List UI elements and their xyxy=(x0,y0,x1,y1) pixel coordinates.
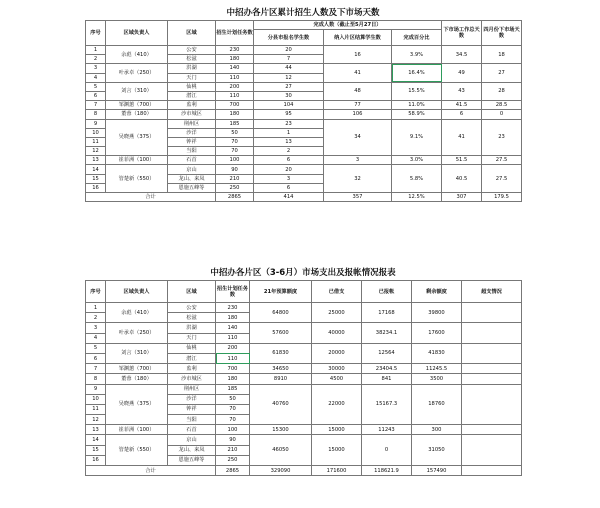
cell-seq[interactable]: 11 xyxy=(86,404,106,414)
header-leader: 区域负责人 xyxy=(106,21,168,46)
cell-seq[interactable]: 10 xyxy=(86,394,106,404)
header-remaining: 剩余额度 xyxy=(412,281,462,303)
cell-settled[interactable]: 48 xyxy=(324,82,392,100)
cell-quota[interactable]: 70 xyxy=(216,415,250,425)
cell-region[interactable]: 恩施五峰等 xyxy=(168,455,216,465)
cell-region[interactable]: 沙洋 xyxy=(168,394,216,404)
cell-percent[interactable]: 11.0% xyxy=(392,101,442,110)
cell-region[interactable]: 天门 xyxy=(168,333,216,343)
header-days-april: 四月份下市场天数 xyxy=(482,21,522,46)
table-row xyxy=(86,165,522,174)
cell-region[interactable]: 天门 xyxy=(168,73,216,82)
total-signups[interactable]: 414 xyxy=(254,193,324,202)
cell-signups[interactable]: 104 xyxy=(254,101,324,110)
cell-remaining[interactable]: 300 xyxy=(412,425,462,435)
cell-quota[interactable]: 210 xyxy=(216,445,250,455)
cell-spent[interactable]: 25000 xyxy=(312,303,362,323)
cell-spent[interactable]: 20000 xyxy=(312,343,362,363)
cell-signups[interactable]: 7 xyxy=(254,55,324,64)
cell-quota[interactable]: 70 xyxy=(216,404,250,414)
header-row xyxy=(86,21,522,30)
cell-quota[interactable]: 50 xyxy=(216,394,250,404)
cell-region[interactable]: 龙山、来凤 xyxy=(168,445,216,455)
cell-reimbursed[interactable]: 12564 xyxy=(362,343,412,363)
table-row xyxy=(86,303,522,313)
header-region: 区域 xyxy=(168,21,216,46)
cell-reimbursed[interactable]: 11243 xyxy=(362,425,412,435)
cell-seq[interactable]: 1 xyxy=(86,46,106,55)
cell-settled[interactable]: 41 xyxy=(324,64,392,82)
cell-seq[interactable]: 14 xyxy=(86,165,106,174)
cell-settled[interactable]: 16 xyxy=(324,46,392,64)
cell-budget[interactable]: 46050 xyxy=(250,435,312,466)
cell-signups[interactable]: 13 xyxy=(254,137,324,146)
header-leader: 区域负责人 xyxy=(106,281,168,303)
cell-quota-selected[interactable]: 110 xyxy=(216,353,250,363)
total-percent[interactable]: 12.5% xyxy=(392,193,442,202)
cell-leader[interactable]: 吴晓燕（375） xyxy=(106,119,168,156)
cell-region[interactable]: 钟祥 xyxy=(168,137,216,146)
cell-quota[interactable]: 180 xyxy=(216,55,254,64)
total-remaining[interactable]: 157490 xyxy=(412,466,462,476)
cell-seq[interactable]: 8 xyxy=(86,374,106,384)
cell-over[interactable] xyxy=(462,435,522,466)
cell-days-total[interactable]: 43 xyxy=(442,82,482,100)
header-budget: 21年预算额度 xyxy=(250,281,312,303)
enrollment-table xyxy=(85,20,522,202)
table-row xyxy=(86,101,522,110)
cell-region[interactable]: 松滋 xyxy=(168,313,216,323)
cell-quota[interactable]: 100 xyxy=(216,156,254,165)
cell-days-total[interactable]: 41.5 xyxy=(442,101,482,110)
enrollment-sheet xyxy=(85,6,521,202)
cell-seq[interactable]: 11 xyxy=(86,137,106,146)
total-row xyxy=(86,466,522,476)
cell-region[interactable]: 石首 xyxy=(168,156,216,165)
cell-region[interactable]: 当阳 xyxy=(168,147,216,156)
cell-remaining[interactable]: 3500 xyxy=(412,374,462,384)
cell-quota[interactable]: 50 xyxy=(216,128,254,137)
cell-seq[interactable]: 12 xyxy=(86,147,106,156)
cell-seq[interactable]: 14 xyxy=(86,435,106,445)
cell-quota[interactable]: 700 xyxy=(216,364,250,374)
cell-quota[interactable]: 70 xyxy=(216,137,254,146)
cell-budget[interactable]: 34650 xyxy=(250,364,312,374)
cell-reimbursed[interactable]: 0 xyxy=(362,435,412,466)
cell-days-april[interactable]: 18 xyxy=(482,46,522,64)
cell-region[interactable]: 仙桃 xyxy=(168,82,216,91)
cell-days-april[interactable]: 23 xyxy=(482,119,522,156)
table-row xyxy=(86,384,522,394)
cell-over[interactable] xyxy=(462,323,522,343)
cell-quota[interactable]: 185 xyxy=(216,119,254,128)
header-over: 超支情况 xyxy=(462,281,522,303)
cell-signups[interactable]: 2 xyxy=(254,147,324,156)
total-label[interactable]: 合计 xyxy=(86,466,216,476)
total-quota[interactable]: 2865 xyxy=(216,466,250,476)
header-row xyxy=(86,281,522,303)
cell-leader[interactable]: 董蓉（180） xyxy=(106,374,168,384)
table-row xyxy=(86,110,522,119)
cell-signups[interactable]: 12 xyxy=(254,73,324,82)
table-row xyxy=(86,156,522,165)
cell-seq[interactable]: 8 xyxy=(86,110,106,119)
cell-quota[interactable]: 70 xyxy=(216,147,254,156)
cell-percent[interactable]: 58.9% xyxy=(392,110,442,119)
cell-quota[interactable]: 100 xyxy=(216,425,250,435)
cell-leader[interactable]: 管楚新（550） xyxy=(106,435,168,466)
cell-spent[interactable]: 15000 xyxy=(312,425,362,435)
table-row xyxy=(86,435,522,445)
cell-region[interactable]: 沙市城区 xyxy=(168,110,216,119)
cell-quota[interactable]: 110 xyxy=(216,73,254,82)
table-row xyxy=(86,82,522,91)
cell-over[interactable] xyxy=(462,374,522,384)
cell-percent[interactable]: 9.1% xyxy=(392,119,442,156)
total-settled[interactable]: 357 xyxy=(324,193,392,202)
cell-remaining[interactable]: 31050 xyxy=(412,435,462,466)
header-spent: 已借支 xyxy=(312,281,362,303)
cell-quota[interactable]: 185 xyxy=(216,384,250,394)
cell-seq[interactable]: 3 xyxy=(86,64,106,73)
cell-settled[interactable]: 3 xyxy=(324,156,392,165)
cell-region[interactable]: 沙洋 xyxy=(168,128,216,137)
cell-days-april[interactable]: 28 xyxy=(482,82,522,100)
total-row xyxy=(86,193,522,202)
cell-reimbursed[interactable]: 15167.3 xyxy=(362,384,412,425)
cell-seq[interactable]: 15 xyxy=(86,174,106,183)
cell-signups[interactable]: 20 xyxy=(254,165,324,174)
cell-seq[interactable]: 2 xyxy=(86,55,106,64)
cell-over[interactable] xyxy=(462,303,522,323)
table-row xyxy=(86,343,522,353)
cell-leader[interactable]: 邹渊蕙（700） xyxy=(106,101,168,110)
cell-days-april[interactable]: 28.5 xyxy=(482,101,522,110)
cell-signups[interactable]: 6 xyxy=(254,183,324,192)
cell-settled[interactable]: 106 xyxy=(324,110,392,119)
cell-quota[interactable]: 110 xyxy=(216,333,250,343)
cell-seq[interactable]: 16 xyxy=(86,455,106,465)
cell-quota[interactable]: 180 xyxy=(216,374,250,384)
table-row xyxy=(86,425,522,435)
cell-region[interactable]: 洪湖 xyxy=(168,323,216,333)
cell-leader[interactable]: 刘言（310） xyxy=(106,343,168,363)
cell-region[interactable]: 荆州区 xyxy=(168,119,216,128)
cell-region[interactable]: 龙山、来凤 xyxy=(168,174,216,183)
cell-percent[interactable]: 3.0% xyxy=(392,156,442,165)
cell-budget[interactable]: 15300 xyxy=(250,425,312,435)
cell-over[interactable] xyxy=(462,343,522,363)
cell-region[interactable]: 钟祥 xyxy=(168,404,216,414)
cell-seq[interactable]: 6 xyxy=(86,353,106,363)
cell-budget[interactable]: 40760 xyxy=(250,384,312,425)
cell-percent[interactable]: 3.9% xyxy=(392,46,442,64)
cell-over[interactable] xyxy=(462,384,522,425)
cell-signups[interactable]: 6 xyxy=(254,156,324,165)
cell-region[interactable]: 潜江 xyxy=(168,91,216,100)
cell-region[interactable]: 洪湖 xyxy=(168,64,216,73)
expense-table xyxy=(85,280,522,476)
cell-spent[interactable]: 40000 xyxy=(312,323,362,343)
cell-region[interactable]: 恩施五峰等 xyxy=(168,183,216,192)
cell-region[interactable]: 石首 xyxy=(168,425,216,435)
total-days-total[interactable]: 307 xyxy=(442,193,482,202)
header-signups: 分县市报名学生数 xyxy=(254,30,324,46)
cell-remaining[interactable]: 17600 xyxy=(412,323,462,343)
cell-seq[interactable]: 4 xyxy=(86,333,106,343)
cell-leader[interactable]: 管楚新（550） xyxy=(106,165,168,193)
cell-quota[interactable]: 210 xyxy=(216,174,254,183)
cell-leader[interactable]: 刘言（310） xyxy=(106,82,168,100)
cell-quota[interactable]: 700 xyxy=(216,101,254,110)
cell-budget[interactable]: 64800 xyxy=(250,303,312,323)
cell-signups[interactable]: 44 xyxy=(254,64,324,73)
cell-region[interactable]: 监利 xyxy=(168,364,216,374)
cell-leader[interactable]: 吴晓燕（375） xyxy=(106,384,168,425)
cell-signups[interactable]: 23 xyxy=(254,119,324,128)
cell-region[interactable]: 松滋 xyxy=(168,55,216,64)
cell-seq[interactable]: 4 xyxy=(86,73,106,82)
cell-seq[interactable]: 9 xyxy=(86,384,106,394)
header-reimbursed: 已报帐 xyxy=(362,281,412,303)
cell-reimbursed[interactable]: 17168 xyxy=(362,303,412,323)
cell-signups[interactable]: 1 xyxy=(254,128,324,137)
cell-spent[interactable]: 22000 xyxy=(312,384,362,425)
cell-settled[interactable]: 34 xyxy=(324,119,392,156)
cell-leader[interactable]: 叶承卓（250） xyxy=(106,64,168,82)
table-row xyxy=(86,119,522,128)
cell-days-total[interactable]: 41 xyxy=(442,119,482,156)
cell-leader[interactable]: 崔菲洲（100） xyxy=(106,425,168,435)
total-over[interactable] xyxy=(462,466,522,476)
cell-remaining[interactable]: 11245.5 xyxy=(412,364,462,374)
cell-region[interactable]: 沙市城区 xyxy=(168,374,216,384)
cell-reimbursed[interactable]: 38234.1 xyxy=(362,323,412,343)
cell-seq[interactable]: 7 xyxy=(86,101,106,110)
cell-seq[interactable]: 10 xyxy=(86,128,106,137)
cell-days-april[interactable]: 27.5 xyxy=(482,165,522,193)
cell-seq[interactable]: 13 xyxy=(86,156,106,165)
cell-region[interactable]: 荆州区 xyxy=(168,384,216,394)
table-row xyxy=(86,323,522,333)
cell-leader[interactable]: 邹渊蕙（700） xyxy=(106,364,168,374)
cell-remaining[interactable]: 39800 xyxy=(412,303,462,323)
cell-seq[interactable]: 2 xyxy=(86,313,106,323)
cell-spent[interactable]: 4500 xyxy=(312,374,362,384)
cell-over[interactable] xyxy=(462,364,522,374)
cell-quota[interactable]: 200 xyxy=(216,343,250,353)
cell-seq[interactable]: 3 xyxy=(86,323,106,333)
cell-over[interactable] xyxy=(462,425,522,435)
cell-seq[interactable]: 15 xyxy=(86,445,106,455)
cell-seq[interactable]: 6 xyxy=(86,91,106,100)
cell-days-april[interactable]: 27.5 xyxy=(482,156,522,165)
table-row xyxy=(86,64,522,73)
cell-leader[interactable]: 崔菲洲（100） xyxy=(106,156,168,165)
cell-region[interactable]: 公安 xyxy=(168,303,216,313)
cell-settled[interactable]: 77 xyxy=(324,101,392,110)
cell-seq[interactable]: 1 xyxy=(86,303,106,313)
cell-seq[interactable]: 5 xyxy=(86,343,106,353)
header-completed-group: 完成人数（截止至5月27日） xyxy=(254,21,442,30)
total-spent[interactable]: 171600 xyxy=(312,466,362,476)
cell-percent-selected[interactable]: 16.4% xyxy=(392,64,442,82)
header-region: 区域 xyxy=(168,281,216,303)
expense-sheet xyxy=(85,266,521,476)
cell-region[interactable]: 潜江 xyxy=(168,353,216,363)
cell-seq[interactable]: 9 xyxy=(86,119,106,128)
cell-region[interactable]: 监利 xyxy=(168,101,216,110)
cell-region[interactable]: 京山 xyxy=(168,435,216,445)
cell-leader[interactable]: 余彪（410） xyxy=(106,303,168,323)
sheet-title: 中招办各片区（3-6月）市场支出及报帐情况报表 xyxy=(210,268,396,278)
cell-signups[interactable]: 95 xyxy=(254,110,324,119)
cell-leader[interactable]: 叶承卓（250） xyxy=(106,323,168,343)
cell-budget[interactable]: 61830 xyxy=(250,343,312,363)
cell-days-total[interactable]: 51.5 xyxy=(442,156,482,165)
cell-quota[interactable]: 140 xyxy=(216,64,254,73)
total-budget[interactable]: 329090 xyxy=(250,466,312,476)
cell-reimbursed[interactable]: 23404.5 xyxy=(362,364,412,374)
cell-days-april[interactable]: 27 xyxy=(482,64,522,82)
cell-seq[interactable]: 13 xyxy=(86,425,106,435)
header-quota: 招生计划任务数 xyxy=(216,21,254,46)
cell-budget[interactable]: 8910 xyxy=(250,374,312,384)
cell-leader[interactable]: 余彪（410） xyxy=(106,46,168,64)
table-row xyxy=(86,374,522,384)
cell-days-total[interactable]: 40.5 xyxy=(442,165,482,193)
cell-signups[interactable]: 30 xyxy=(254,91,324,100)
cell-days-april[interactable]: 0 xyxy=(482,110,522,119)
cell-spent[interactable]: 15000 xyxy=(312,435,362,466)
cell-quota[interactable]: 250 xyxy=(216,183,254,192)
cell-seq[interactable]: 16 xyxy=(86,183,106,192)
cell-region[interactable]: 仙桃 xyxy=(168,343,216,353)
sheet-title: 中招办各片区累计招生人数及下市场天数 xyxy=(226,8,380,18)
header-quota: 招生计划任务数 xyxy=(216,281,250,303)
cell-seq[interactable]: 7 xyxy=(86,364,106,374)
cell-signups[interactable]: 27 xyxy=(254,82,324,91)
cell-quota[interactable]: 90 xyxy=(216,435,250,445)
cell-quota[interactable]: 90 xyxy=(216,165,254,174)
cell-days-total[interactable]: 34.5 xyxy=(442,46,482,64)
total-label[interactable]: 合计 xyxy=(86,193,216,202)
table-row xyxy=(86,364,522,374)
cell-remaining[interactable]: 41830 xyxy=(412,343,462,363)
cell-quota[interactable]: 250 xyxy=(216,455,250,465)
cell-percent[interactable]: 5.8% xyxy=(392,165,442,193)
total-quota[interactable]: 2865 xyxy=(216,193,254,202)
cell-region[interactable]: 当阳 xyxy=(168,415,216,425)
cell-seq[interactable]: 5 xyxy=(86,82,106,91)
cell-reimbursed[interactable]: 841 xyxy=(362,374,412,384)
cell-quota[interactable]: 110 xyxy=(216,91,254,100)
cell-signups[interactable]: 20 xyxy=(254,46,324,55)
cell-region[interactable]: 京山 xyxy=(168,165,216,174)
cell-days-total[interactable]: 6 xyxy=(442,110,482,119)
cell-remaining[interactable]: 18760 xyxy=(412,384,462,425)
cell-quota[interactable]: 140 xyxy=(216,323,250,333)
cell-quota[interactable]: 180 xyxy=(216,313,250,323)
table-row xyxy=(86,46,522,55)
total-days-april[interactable]: 179.5 xyxy=(482,193,522,202)
header-days-total: 下市场工作总天数 xyxy=(442,21,482,46)
header-seq: 序号 xyxy=(86,281,106,303)
cell-region[interactable]: 公安 xyxy=(168,46,216,55)
cell-leader[interactable]: 董蓉（180） xyxy=(106,110,168,119)
cell-quota[interactable]: 230 xyxy=(216,46,254,55)
header-settled: 纳入片区结算学生数 xyxy=(324,30,392,46)
cell-quota[interactable]: 200 xyxy=(216,82,254,91)
cell-quota[interactable]: 230 xyxy=(216,303,250,313)
cell-spent[interactable]: 30000 xyxy=(312,364,362,374)
cell-seq[interactable]: 12 xyxy=(86,415,106,425)
header-seq: 序号 xyxy=(86,21,106,46)
cell-settled[interactable]: 32 xyxy=(324,165,392,193)
total-reimbursed[interactable]: 118621.9 xyxy=(362,466,412,476)
cell-signups[interactable]: 3 xyxy=(254,174,324,183)
cell-quota[interactable]: 180 xyxy=(216,110,254,119)
header-percent: 完成百分比 xyxy=(392,30,442,46)
cell-days-total[interactable]: 49 xyxy=(442,64,482,82)
cell-budget[interactable]: 57600 xyxy=(250,323,312,343)
cell-percent[interactable]: 15.5% xyxy=(392,82,442,100)
